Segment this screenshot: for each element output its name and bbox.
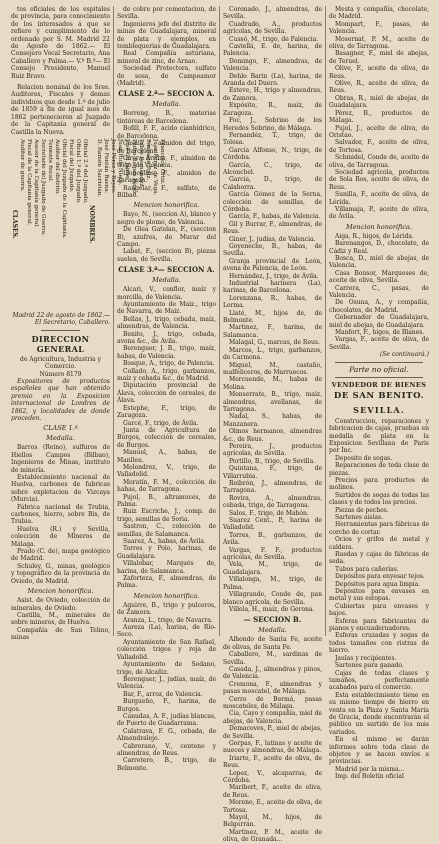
list-item: Llaté, M., hijos de, de Belmonte.: [223, 309, 322, 325]
list-item: Goyeneche, B., habas, de Sevilla.: [223, 243, 322, 258]
list-item: Salvador, F., aceite de oliva, de Tortosa.: [329, 139, 429, 154]
list-item: Villagrande, Conde de, pan blanco agrícola, de Sevilla.: [223, 591, 322, 606]
list-item: Canudas, A. F., judías blancas, de Puerto de Guadarrama.: [117, 712, 216, 728]
list-item: Malagal, G., marcas, de Reus.: [229, 339, 320, 347]
list-item: Gorpas, F., latinas y aceite de nueces y almendras, de Málaga.: [223, 740, 322, 755]
list-item: Torres, B., garbanzos, de Ávila.: [223, 531, 322, 547]
list-item: Monserrate, B., trigo, maíz, almendras, avellanas, de Tarragona.: [223, 391, 322, 413]
list-item: Cirera Arriba, F., almidon de trigo, de Valencia.: [117, 154, 216, 170]
list-item: Alcari, V., conflor, maíz y morcilla, de Valencia.: [117, 286, 216, 301]
list-item: Esferas cruzadas y sogas de todos tamaños con ristras de hierro.: [329, 632, 429, 655]
list-item: Compañía de San Telmo, minas: [11, 626, 110, 642]
list-item: Imp. del Boletín oficial: [335, 773, 404, 781]
list-item: Pujol, B., altramuces, de Palma.: [117, 493, 216, 508]
list-item: Obras, R., miel de abejas, de Guadalajara.: [329, 94, 429, 110]
list-item: Castilla, M., minerales de sobre mineros, de Huelva.: [11, 611, 110, 627]
table-cell: Juan Pérez de Vega.: [152, 138, 158, 196]
list-item: García Alfonso, N., trigo, de Córdoba.: [223, 146, 322, 162]
list-item: Granja provincial de León, avena de Palencia, de León.: [223, 257, 322, 273]
list-item: Melendrez, V., trigo, de Valladolid.: [117, 463, 216, 479]
list-item: de cobre por cementacion, de Sevilla.: [117, 6, 216, 21]
list-item: Establecimiento nacional de Huelva, carbones de fabricas sobre explotacion de Vizcaya (Murcia).: [11, 474, 110, 504]
relacion-paragraph: Relacion nominal de los Sres. Auditores, Fiscales y demas individuos que desde 1.º de julio de 1859 á fin de igual mes de 1862 pertenecieron al Juzgado de la Capitanía general de Castilla la Nueva.: [11, 84, 111, 136]
mencion-heading: Mencion honorífica.: [133, 201, 200, 210]
list-item: Martinez, F., harina, de Salamanca.: [223, 324, 322, 339]
list-item: Casada, J., almendras y pinos, de Valencia.: [223, 665, 322, 681]
list-item: Cia, Cayo y compañía, miel de abejas, de Valencia.: [223, 710, 322, 725]
list-item: Construccion, reparaciones y fabricacion de cajas, pruebas en medalla de plata en la Exposicion Sevillana de Paris por Ínc.: [329, 417, 429, 455]
list-item: Berenguer, J., judías, maíz, de Valencia.: [117, 675, 216, 691]
list-item: García, F., habas, de Valencia.: [229, 213, 321, 221]
list-item: Portillo, B., trigo, de Sevilla.: [229, 457, 316, 465]
list-item: Maribert, F., aceite de oliva, de Reus.: [223, 784, 322, 799]
list-item: Suarez Cent., P., harina de Valladolid.: [223, 517, 322, 532]
list-item: Calatrava, F. G., cebada, de Almendralejo.: [117, 727, 216, 743]
list-item: Collado, A., trigo, garbanzos, maíz y cebada &c., de Madrid.: [117, 367, 216, 383]
table-header-names: NOMBRES.: [88, 204, 95, 243]
list-item: Suarez, A., habas, de Ávila.: [123, 538, 206, 545]
column-2: [114, 6, 220, 772]
list-item: Martinez, P. M., aceite de oliva, de Granada...: [223, 828, 322, 844]
clase-heading: CLASE 2.ª— SECCION A.: [118, 89, 215, 99]
list-item: Villela, H., maíz, de Gerona.: [229, 605, 315, 613]
medalla-heading: Medalla.: [258, 626, 287, 635]
list-item: Salos, F., trigo, de Mahón.: [229, 509, 309, 517]
mencion-heading: Mencion honorífica.: [27, 587, 94, 596]
list-item: Bofill, F. F., ácido cianhídrico, de Barcelona.: [117, 125, 216, 140]
list-item: Marcos, L., trigo, garbanzos, de Carmona.: [223, 346, 322, 362]
list-item: Ruiz Escriche, J., comp. de trigo, semillas de Soria.: [117, 508, 216, 523]
list-item: Manuel, A., habas, de Manlleu.: [117, 449, 216, 464]
list-item: Cussó, M., trigo, de Palencia.: [229, 35, 319, 43]
list-item: Estephe, F., trigo, de Zaragoza.: [117, 404, 216, 420]
parte-heading: Parte no oficial.: [349, 364, 409, 374]
section-title: DIRECCION GENERAL: [31, 333, 90, 354]
list-item: Moratín, F. M., colección de habas, de Tarragona.: [117, 478, 216, 494]
list-item: Bellas, J., trigo, cebada, maíz, almendras, de Valencia.: [117, 315, 216, 331]
list-item: Bosca, D., miel de abejas, de Valencia.: [329, 255, 429, 270]
list-item: Ayuntamiento de Maiz., trigo de Navarra, de Maiz.: [117, 301, 216, 316]
list-item: Barenangos, D., chocolate, de Cádiz y Real.: [329, 240, 429, 255]
list-item: Nadal, S., habas, de Manzanera.: [223, 413, 322, 428]
list-item: Pujol, J., aceite de oliva, de Oristao.: [329, 124, 429, 139]
list-item: Casals, J., almidon del trigo, de Barcelona.: [117, 140, 216, 155]
list-item: Castellá, E. de, harina, de Palencia.: [223, 43, 322, 58]
list-item: Schuley, G., minas, geológico y topográfico de la provincia de Oviedo, de Madrid.: [11, 562, 110, 585]
list-item: Olmos hermanos, almendras &c., de Reus.: [223, 428, 322, 443]
list-item: García, C., trigo, de Alconchel.: [223, 161, 322, 176]
list-item: Real Compañía asturiana, mineral de zinc, de Arnao.: [117, 50, 216, 65]
list-item: Ayuntamiento de San Rafael, colección trigos y roja de Valladolid.: [117, 638, 216, 661]
list-item: Aureza (La), harina, de Río-Seco.: [117, 624, 216, 639]
list-item: Pérez, B., productos de Málaga.: [329, 109, 429, 125]
table-cell: Pablo Fernández.: [138, 138, 144, 188]
list-item: Barros (Reino), sulfuros de Hiellos Campos (Bilbao), Ingenieros de Minas, instituto de minería.: [11, 444, 110, 474]
seccion-heading: — SECCION B.: [243, 615, 302, 625]
list-item: Esta establecimiento tiene en su mismo tiempo de hierro en venta en la Plaza y Santa María de Gracia, donde encontrarán el público un surtido de los más variados.: [329, 691, 429, 736]
table-cell: Teniente fiscal.: [47, 138, 53, 182]
list-item: Ayuntamiento de Sedano, trigo, de Alcañiz.: [117, 661, 216, 676]
list-item: Dehlo Barin (La), harina, de Aranda del Duero.: [223, 72, 322, 88]
list-item: Domingo, F., almendras, de Valencia.: [223, 57, 322, 73]
ad-city: SEVILLA.: [353, 404, 405, 415]
ad-heading-1: VENDEDOR DE BIENES: [331, 380, 427, 389]
list-item: Foc, J., Sobrino de los Heredes Sobrino, de Málaga.: [223, 117, 322, 132]
list-item: Depósitos para agua limpia.: [335, 580, 421, 588]
table-cell: Pedro Ramos Pérez.: [131, 138, 137, 196]
list-item: Morcuende, M., habas de Molina.: [223, 376, 322, 391]
list-item: Diputación provincial de Álava, colección de cereales, de Álava.: [117, 382, 216, 405]
list-item: Esteve, H., trigo y almendras, de Zamora.: [223, 87, 322, 102]
list-item: Borreng, B., materias tintóreas de Barcelona.: [117, 110, 216, 125]
list-item: Vargas, F. F., productos agrícolas, de Sevilla.: [223, 546, 322, 562]
mencion-heading: Mencion honorífica.: [133, 591, 200, 600]
table-cell: Oficial del Juzgado de la Capitanía.: [61, 138, 67, 239]
list-item: García Gómez de la Serna, colección de semillas, de Córdoba.: [223, 191, 322, 213]
list-item: Rovira, A., almendras, cebada, trigo, de Tarragona.: [223, 494, 322, 510]
list-item: Fábrica nacional de Trubia, carbones, hierro, sobre Bis, de Trubia.: [11, 503, 110, 526]
list-item: Aiga, R., higos, de Lérida.: [335, 232, 414, 240]
list-item: Prado (C. de), mapa geológico de Madrid.: [11, 548, 110, 563]
list-item: Tubos para cañerías.: [335, 565, 399, 573]
list-item: Lopez, V., alcaparras, de Córdoba.: [223, 769, 322, 785]
list-item: Cabrerano, V., centeno y almendras, de Reus.: [117, 742, 216, 757]
list-item: Coronado, J., almendras, de Sevilla.: [223, 6, 322, 21]
divider: [335, 362, 423, 363]
list-item: Garcé, F., trigo, de Ávila.: [123, 419, 199, 427]
list-item: Precios para productos de molinos.: [329, 476, 429, 492]
list-item: Zaforteza, F., almendras, de Palma.: [117, 575, 216, 590]
table-cell: Asesor de la Capitanía general.: [33, 138, 39, 228]
list-item: Sartenes para ganado.: [335, 662, 404, 670]
table-cell: Oficial 2.º del Juzgado.: [82, 138, 88, 204]
list-item: Lorenzana, R., habas, de Lerma.: [223, 294, 322, 310]
list-item: Bar, F., arroz, de Valencia.: [123, 690, 203, 698]
list-item: Aranza, L., trigo, de Navarra.: [123, 616, 213, 624]
list-item: Jaulas y recipientes.: [335, 654, 397, 662]
column-3: [220, 6, 326, 844]
list-item: Mosernat, P. M., aceite de oliva, de Tarragona.: [329, 35, 429, 51]
table-cell: Fiscal de la Capitanía general.: [26, 138, 32, 226]
table-cell: Auditor de guerra.: [19, 138, 25, 192]
table-cell: D. Ramón Sacristán.: [96, 138, 102, 198]
list-item: Olive, R., aceite de oliva, de Reus.: [329, 80, 429, 95]
table-cell: José Gil Jaime.: [124, 138, 130, 181]
list-item: Cubiertas para envases y bajos.: [329, 602, 429, 618]
list-item: Torres y Polo, harinas, de Guadalajara.: [117, 545, 216, 560]
medalla-heading: Medalla.: [152, 276, 181, 285]
column-4: [326, 6, 432, 781]
document-number: Número 8179: [39, 370, 82, 378]
table-cell: Auditor del distrito.: [54, 138, 60, 195]
list-item: De Olea Gatelan, F., (seccion B), azufres, de Murar del Campo.: [117, 226, 216, 248]
list-item: Carrera, C., pasas, de Valencia.: [329, 284, 429, 300]
list-item: Sociedad agrícola, productos de Sola Ros, aceite de oliva, de Reus.: [329, 168, 429, 191]
list-item: Herramientas para fábricas de corcho de cortar.: [329, 521, 429, 536]
list-item: Benito, J., trigo, cebada, avena &c., de Ávila.: [117, 330, 216, 346]
list-item: Miguel, M., castaño, malfeliceros, de Marruecos.: [223, 361, 322, 376]
list-item: Alhondo de Santa Fe, aceite de olivas, de Santa Fe.: [223, 636, 322, 651]
table-cell: Fiscal del Juzgado.: [68, 138, 74, 193]
list-item: Cajas de todas clases y tamaños, perfectamente acabados para el comercio.: [329, 669, 429, 692]
list-item: Piezas de pechos.: [335, 506, 389, 514]
list-item: Pereira, J., productos agrícolas, de Sevilla.: [223, 442, 322, 458]
list-item: Bosque, A., trigo, de Palencia.: [123, 360, 215, 368]
list-item: Reparaciones de toda clase de piezas.: [329, 462, 429, 477]
list-item: Vargas, F., aceite de oliva, de Sevilla.: [329, 336, 429, 351]
table-cell: José Fontán Baena.: [103, 138, 109, 194]
list-item: Berenguer, J. B., trigo, maíz, habas, de Valencia.: [117, 345, 216, 360]
list-item: Labat, F., (seccion B), piezas suelen, de Sevilla.: [117, 248, 216, 263]
table-cell: Secretario del Juzgado de Guerra.: [40, 138, 46, 236]
clase-heading: CLASE 3.ª— SECCION A.: [118, 265, 215, 275]
list-item: Mompart, F., pasas, de Valencia.: [329, 20, 429, 36]
list-item: Esferas para fabricantes de pianos y encuadernadores.: [329, 617, 429, 633]
list-item: Expósito, R., maíz, de Zaragoza.: [223, 102, 322, 117]
list-item: Deposito de sogas.: [335, 454, 393, 462]
list-item: Villalonga, M., trigo, de Palma.: [223, 576, 322, 591]
table-cell: Santiago Ruiz.: [145, 138, 151, 181]
list-item: Ingenieros jefe del distrito de minas de Guadalajara, mineral de plata y ejemplos, en temblequerias de Guadalajara.: [117, 20, 216, 51]
list-item: Ruedas y cajas de fábricas de seda.: [329, 551, 429, 566]
list-item: Gil y Burrar, F., almendras, de Reus.: [223, 220, 322, 236]
continued-note: (Se continuará.): [379, 351, 429, 359]
list-item: Mesta y compañía, chocolate, de Madrid.: [329, 6, 429, 21]
personnel-table: [11, 138, 165, 309]
table-cell: José Pérez y Reyes.: [110, 138, 116, 194]
list-item: Villamaja, P., aceite de oliva, de Ávila.: [329, 205, 429, 221]
list-item: Gobernador de Guadalajara, miel de abejas, de Guadalajara.: [329, 314, 429, 329]
intro-italic: Expositores de productos españoles que han obtenido premio en la Exposicion internacional de Londres de 1862, y localidades de donde proceden.: [11, 377, 110, 422]
list-item: Asist. de Oviedo, colección de minerales, de Oviedo.: [11, 597, 110, 612]
list-item: Olive, F., aceite de oliva, de Reus.: [329, 65, 429, 80]
list-item: Hernández, J., trigo, de Ávila.: [229, 272, 319, 280]
list-item: Fernandéz, T., trigo, de Tolosa.: [223, 131, 322, 147]
list-item: Villalobar, Marqués de, harina, de Salamanca.: [117, 560, 216, 575]
medalla-heading: Medalla.: [152, 100, 181, 109]
list-item: Depósitos para envases en metal y sus estopas.: [329, 588, 429, 603]
list-item: Sunilla, F., aceite de oliva, de Lérida.: [329, 191, 429, 206]
list-item: Caballero, M., sardinas de Sevilla.: [223, 651, 322, 666]
list-item: Depósitos para enyesar tejos.: [335, 573, 425, 581]
list-item: Schmidel, Conde de, aceite de oliva, de Tarragona.: [329, 154, 429, 169]
list-item: Sastron, C., colección de semillas, de Salamanca.: [117, 523, 216, 538]
list-item: Moreno, E., aceite de oliva, de Tortosa.: [223, 799, 322, 814]
list-item: Vela, M., trigo, de Guadalajara.: [223, 561, 322, 576]
list-item: Quintana, F., trigo, de Villarrubia.: [223, 465, 322, 480]
list-item: Sartenes aislas.: [335, 513, 383, 521]
list-item: Madrid por la misma...: [335, 765, 405, 773]
medalla-heading: Medalla.: [46, 434, 75, 443]
list-item: Carretero, B., trigo, de Belmonte.: [117, 757, 216, 772]
list-item: Cuadrado, A., productos agrícolas, de Sevilla.: [223, 20, 322, 36]
list-item: Roibrón, J., almendras, de Tarragona.: [223, 480, 322, 495]
list-item: Cremona, F., almendras y pasas moscatel, de Málaga.: [223, 680, 322, 696]
list-item: De Osuna, A., y compañía, chocolates, de Madrid.: [329, 299, 429, 314]
list-item: Ocios y grifos de metal y caldera.: [329, 536, 429, 551]
list-item: Mayol, M., hijos, de Belgorrán.: [223, 814, 322, 829]
list-item: Bayo, N., (seccion A), blanco y negro de plomo, de Valencia.: [117, 211, 216, 226]
clase-heading: CLASE 1.ª: [43, 424, 78, 433]
mencion-heading: Mencion honorífica.: [346, 222, 412, 231]
list-item: Giner, J., judías, de Valencia.: [229, 235, 316, 243]
list-item: Sociedad Protectora, sulfato de sosa, de Campoamor (Madrid).: [117, 65, 216, 88]
intro-paragraph: tos oficiales de los espitales de provincia, para conocimiento de los interesados á que se refiere y cumplimiento de lo ordenado por S. M. Madrid 22 de Agosto de 1862.— El Consejero Vocal Secretario, Ana Caballero y Palma.— V.º B.º— El Consejo Presidente, Manuel Ruiz Bravo.: [11, 6, 110, 80]
table-cell: Francisco Ortiz.: [159, 138, 165, 185]
list-item: Iriarte, F., aceite de oliva, de Reus.: [223, 754, 322, 770]
divider: [41, 330, 80, 331]
divider: [335, 377, 423, 378]
list-item: Manfort, F., higos, de Blanes.: [335, 329, 425, 337]
table-cell: Juan Ruiz Nieto.: [117, 138, 123, 186]
list-item: Industrial harinera (La), harinas, de Barcelona.: [223, 280, 322, 295]
ad-heading-2: DE SAN BENITO.: [333, 390, 425, 401]
list-item: En el mismo se darán informes sobre toda clase de objetos y se hacen envíos a provincias.: [329, 736, 429, 766]
list-item: Burgueño, F., harina, de Burgos.: [117, 698, 216, 713]
table-header-classes: CLASES.: [11, 209, 18, 239]
list-item: Cerro de Bermá, pasas moscateles, de Málaga.: [223, 695, 322, 710]
table-cell: Oficial 1.º del Juzgado.: [75, 138, 81, 204]
list-item: Demacoves, P., miel de abejas, de Sevilla.: [223, 725, 322, 740]
list-item: Huelva (R.) y Sevilla, colección de Mineros de Málaga.: [11, 525, 110, 548]
list-item: Basagner, F., miel de abejas, de Teruel.: [329, 50, 429, 65]
list-item: García, D., trigo, de Calahorra.: [223, 176, 322, 191]
list-item: Llonoellos, F., almidon de Zaragoza.: [117, 169, 216, 185]
list-item: Surtidos de sogas de todas las clases y de todos los precios.: [329, 491, 429, 507]
list-item: Junta de Agricultura de Burgos, colección de cereales, de Burgos.: [117, 426, 216, 449]
signature: Madrid 22 de agosto de 1862.—El Secretario, Caballero.: [12, 311, 110, 327]
list-item: Aguirre, B., trigo y pulceros, de Zamora.: [117, 601, 216, 617]
list-item: Rangelar, F., sulfato, de Bilbao.: [117, 184, 216, 199]
list-item: Casa Bonsor, Marqueses de, aceite de oliva, Sevilla.: [329, 269, 429, 285]
section-subtitle: de Agricultura, Industria y Comercio.: [19, 355, 102, 371]
